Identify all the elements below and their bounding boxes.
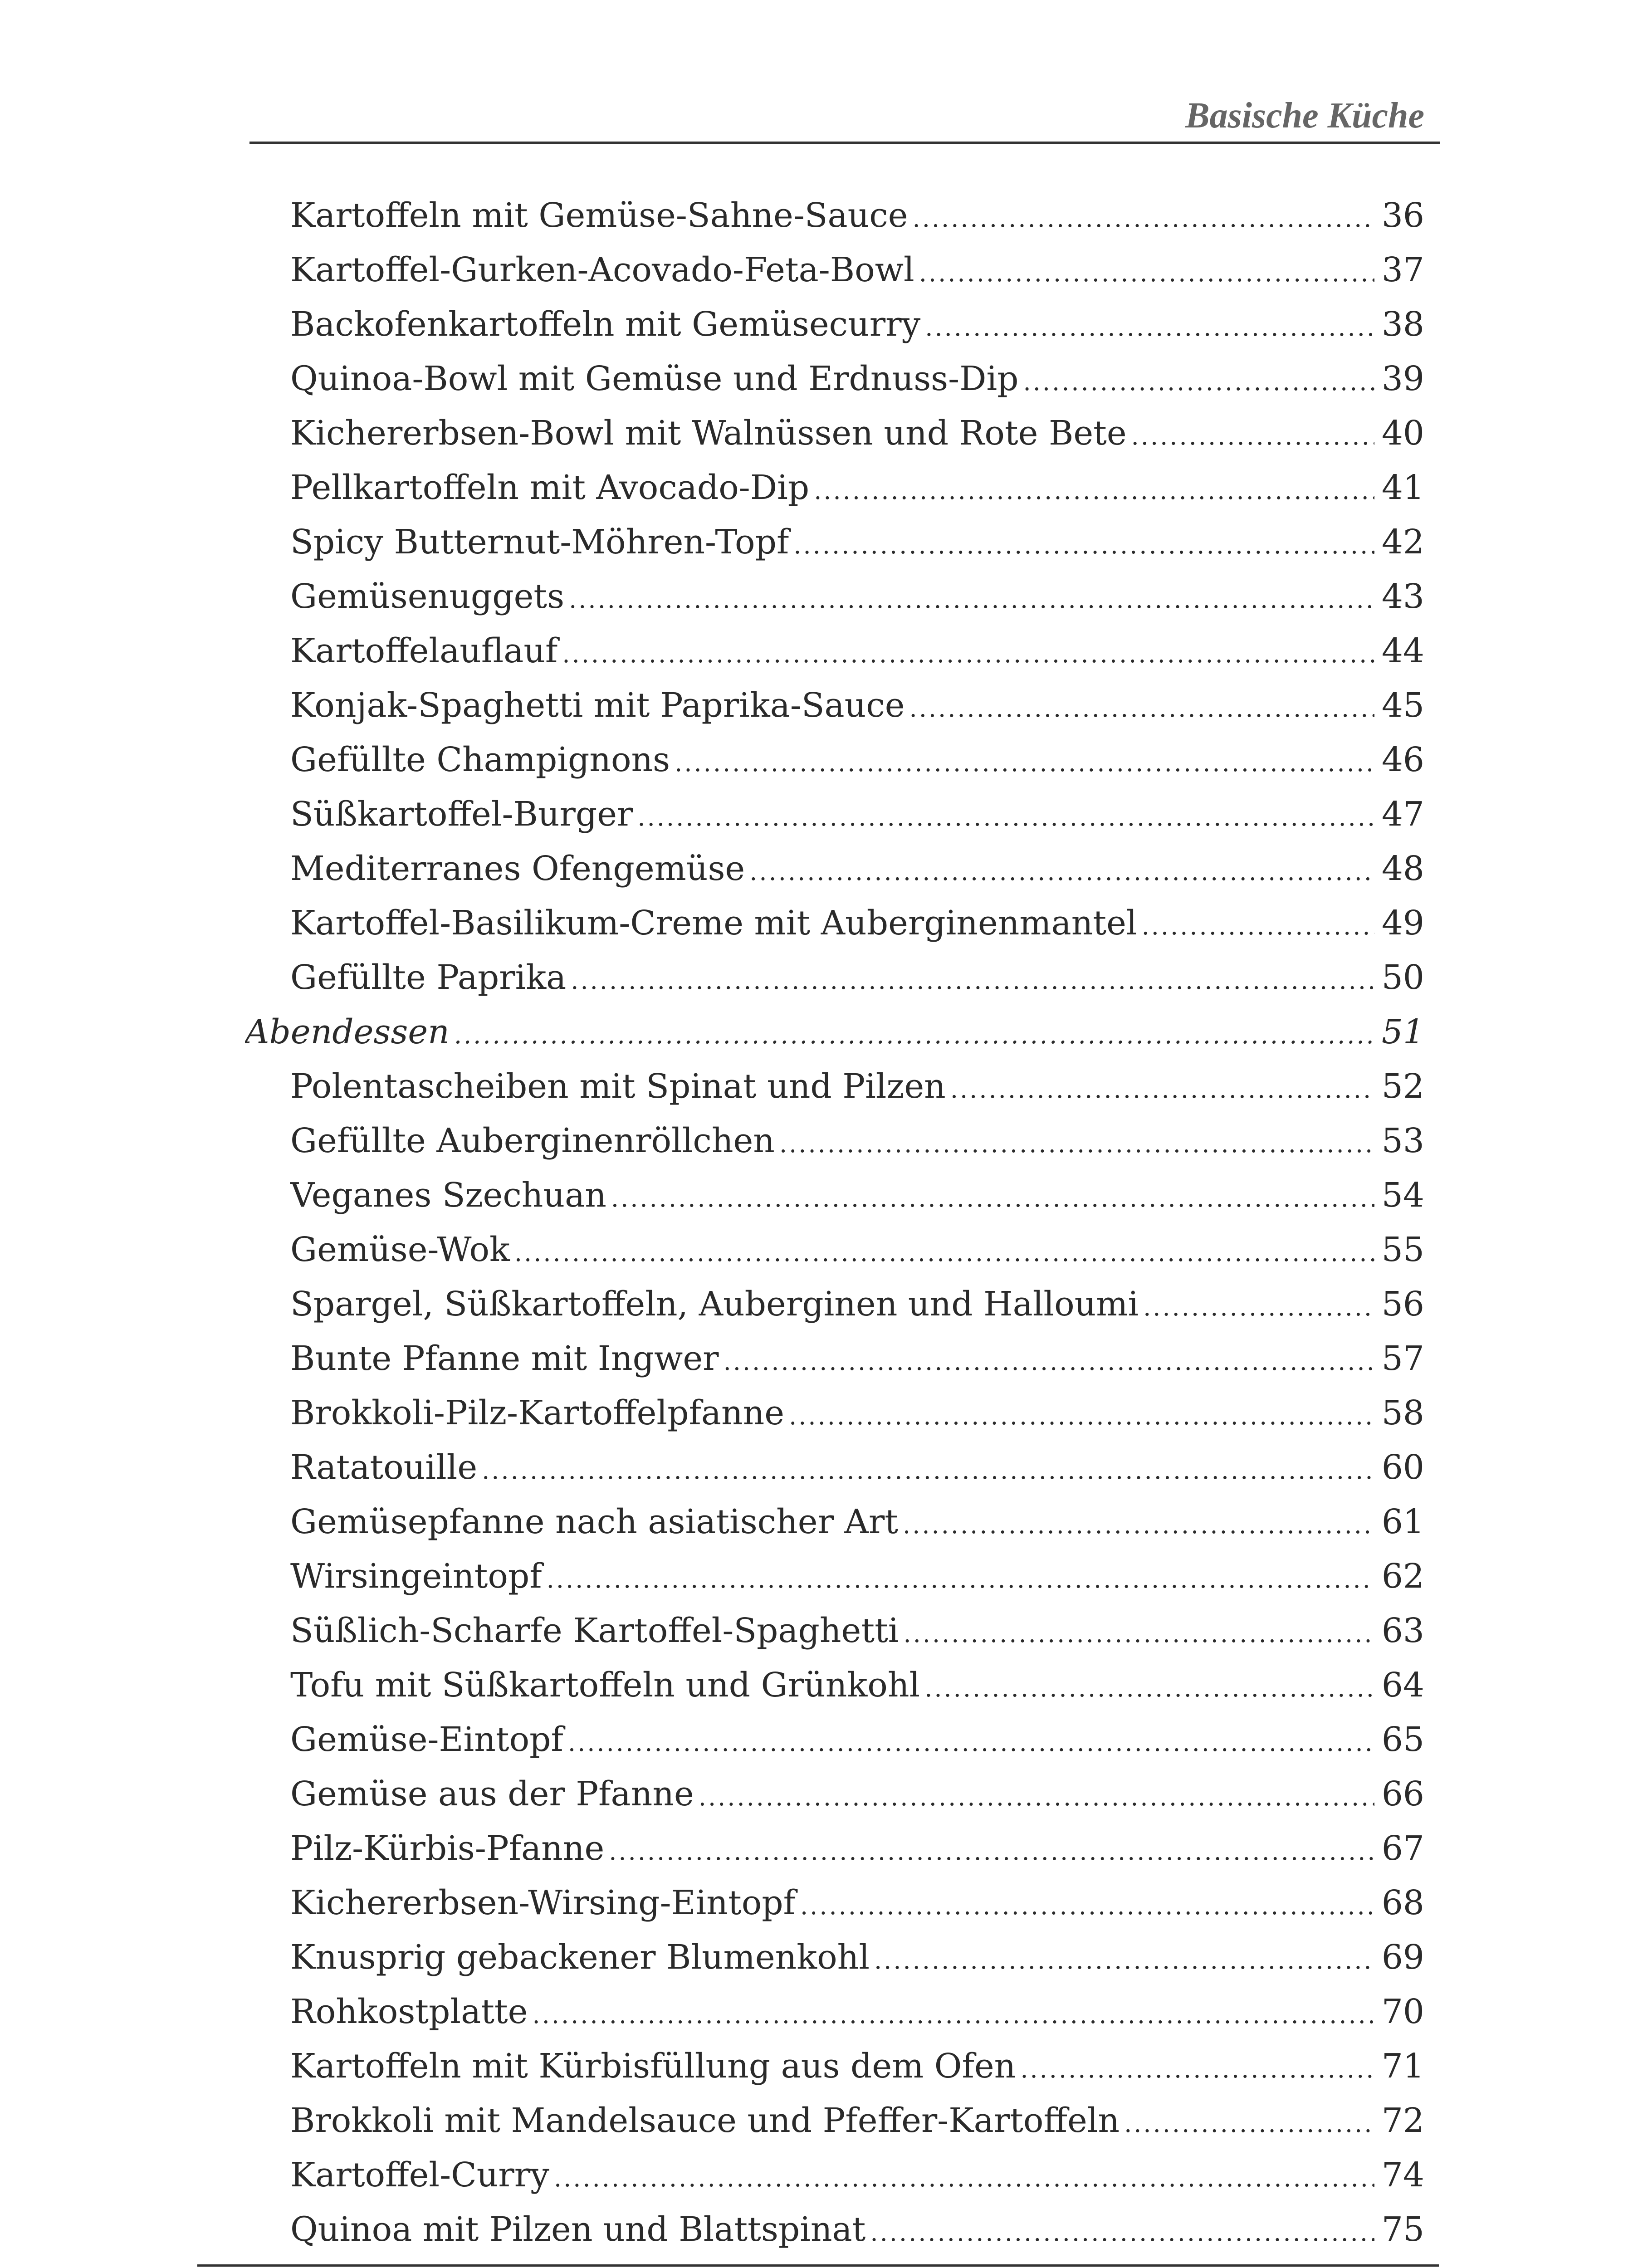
toc-dot-leader: [789, 1389, 1374, 1440]
toc-entry-title: Wirsingeintopf: [290, 1557, 542, 1596]
toc-entry-title: Konjak-Spaghetti mit Paprika-Sauce: [290, 686, 905, 725]
toc-entry-page-number: 74: [1381, 2156, 1424, 2195]
toc-entry: [245, 1114, 1424, 1168]
toc-dot-leader: [562, 627, 1374, 678]
toc-entry: [245, 1876, 1424, 1930]
toc-entry: [245, 352, 1424, 406]
toc-dot-leader: [569, 572, 1374, 624]
toc-dot-leader: [1023, 355, 1374, 406]
toc-dot-leader: [482, 1443, 1374, 1495]
toc-dot-leader: [924, 1661, 1374, 1712]
toc-entry: [245, 1331, 1424, 1386]
toc-dot-leader: [919, 246, 1374, 297]
toc-entry-page-number: 66: [1381, 1774, 1424, 1813]
toc-dot-leader: [903, 1498, 1374, 1549]
toc-entry-title: Bunte Pfanne mit Ingwer: [290, 1339, 719, 1378]
toc-entry-page-number: 58: [1381, 1393, 1424, 1432]
toc-entry-page-number: 62: [1381, 1557, 1424, 1596]
toc-entry-title: Abendessen: [245, 1012, 450, 1051]
toc-dot-leader: [532, 1988, 1374, 2039]
toc-entry-title: Gefüllte Auberginenröllchen: [290, 1121, 775, 1160]
toc-entry-page-number: 40: [1381, 414, 1424, 453]
toc-dot-leader: [874, 1933, 1374, 1984]
toc-entry-title: Gefüllte Champignons: [290, 740, 670, 779]
toc-entry-page-number: 53: [1381, 1121, 1424, 1160]
toc-dot-leader: [793, 518, 1374, 569]
toc-entry-title: Knusprig gebackener Blumenkohl: [290, 1938, 870, 1977]
toc-dot-leader: [547, 1552, 1374, 1603]
toc-entry-page-number: 50: [1381, 958, 1424, 997]
toc-entry: [245, 787, 1424, 841]
toc-entry-page-number: 36: [1381, 196, 1424, 235]
toc-entry-title: Süßkartoffel-Burger: [290, 795, 633, 834]
toc-entry: [245, 841, 1424, 896]
toc-entry-title: Backofenkartoffeln mit Gemüsecurry: [290, 305, 921, 344]
toc-entry-title: Mediterranes Ofengemüse: [290, 849, 745, 888]
toc-entry-title: Quinoa mit Pilzen und Blattspinat: [290, 2210, 866, 2249]
toc-dot-leader: [611, 1171, 1374, 1222]
toc-entry-title: Pilz-Kürbis-Pfanne: [290, 1829, 605, 1868]
toc-entry-page-number: 60: [1381, 1448, 1424, 1487]
toc-entry-page-number: 51: [1381, 1012, 1424, 1051]
toc-dot-leader: [909, 681, 1374, 733]
toc-dot-leader: [514, 1226, 1374, 1277]
toc-entry: [245, 1712, 1424, 1767]
toc-entry: [245, 460, 1424, 515]
toc-entry-page-number: 71: [1381, 2047, 1424, 2086]
toc-entry: [245, 1168, 1424, 1222]
toc-dot-leader: [749, 845, 1374, 896]
toc-entry: [245, 2093, 1424, 2148]
toc-entry-page-number: 57: [1381, 1339, 1424, 1378]
toc-entry-page-number: 54: [1381, 1176, 1424, 1215]
toc-entry-page-number: 75: [1381, 2210, 1424, 2249]
toc-entry-page-number: 49: [1381, 904, 1424, 943]
toc-entry-title: Kartoffeln mit Kürbisfüllung aus dem Ofen: [290, 2047, 1016, 2086]
toc-entry-title: Pellkartoffeln mit Avocado-Dip: [290, 468, 810, 507]
toc-dot-leader: [609, 1824, 1374, 1876]
toc-entry-page-number: 68: [1381, 1883, 1424, 1922]
toc-entry: [245, 1767, 1424, 1821]
toc-entry-title: Gemüsenuggets: [290, 577, 565, 616]
toc-entry-title: Gemüse-Eintopf: [290, 1720, 563, 1759]
toc-entry: [245, 2202, 1424, 2257]
toc-dot-leader: [675, 736, 1374, 787]
toc-dot-leader: [699, 1770, 1374, 1821]
toc-entry-title: Spargel, Süßkartoffeln, Auberginen und Halloumi: [290, 1285, 1139, 1324]
toc-entry: [245, 1984, 1424, 2039]
toc-entry-page-number: 67: [1381, 1829, 1424, 1868]
toc-entry-page-number: 56: [1381, 1285, 1424, 1324]
toc-entry-page-number: 37: [1381, 250, 1424, 289]
toc-entry: [245, 1277, 1424, 1331]
toc-entry-page-number: 44: [1381, 631, 1424, 670]
toc-section-entry: [245, 1005, 1424, 1059]
toc-entry: [245, 1386, 1424, 1440]
toc-entry-page-number: 72: [1381, 2101, 1424, 2140]
toc-entry-page-number: 63: [1381, 1611, 1424, 1650]
toc-entry-title: Kartoffel-Curry: [290, 2156, 549, 2195]
toc-dot-leader: [1142, 899, 1374, 950]
toc-entry-page-number: 65: [1381, 1720, 1424, 1759]
toc-entry-page-number: 38: [1381, 305, 1424, 344]
toc-entry-page-number: 48: [1381, 849, 1424, 888]
toc-entry-page-number: 70: [1381, 1992, 1424, 2031]
toc-entry: [245, 297, 1424, 352]
toc-dot-leader: [454, 1008, 1374, 1059]
toc-entry-page-number: 69: [1381, 1938, 1424, 1977]
toc-entry-title: Gefüllte Paprika: [290, 958, 567, 997]
toc-entry-page-number: 39: [1381, 359, 1424, 398]
toc-entry-page-number: 46: [1381, 740, 1424, 779]
toc-dot-leader: [903, 1607, 1374, 1658]
toc-entry-title: Brokkoli mit Mandelsauce und Pfeffer-Kartoffeln: [290, 2101, 1120, 2140]
toc-dot-leader: [913, 191, 1374, 243]
header-rule: [249, 142, 1440, 144]
toc-dot-leader: [800, 1879, 1374, 1930]
toc-entry: [245, 515, 1424, 569]
toc-dot-leader: [950, 1062, 1374, 1114]
toc-entry-title: Gemüsepfanne nach asiatischer Art: [290, 1502, 899, 1541]
toc-entry-title: Kartoffel-Basilikum-Creme mit Auberginenmantel: [290, 904, 1137, 943]
toc-entry: [245, 188, 1424, 243]
toc-entry-page-number: 64: [1381, 1666, 1424, 1705]
toc-entry: [245, 1222, 1424, 1277]
toc-entry: [245, 569, 1424, 624]
toc-dot-leader: [925, 300, 1374, 352]
toc-entry-title: Süßlich-Scharfe Kartoffel-Spaghetti: [290, 1611, 899, 1650]
toc-entry: [245, 243, 1424, 297]
toc-entry-page-number: 43: [1381, 577, 1424, 616]
toc-entry-title: Kartoffeln mit Gemüse-Sahne-Sauce: [290, 196, 908, 235]
toc-dot-leader: [1131, 409, 1374, 460]
toc-entry: [245, 733, 1424, 787]
toc-entry-title: Kichererbsen-Bowl mit Walnüssen und Rote Bete: [290, 414, 1127, 453]
toc-entry: [245, 1658, 1424, 1712]
toc-entry-title: Veganes Szechuan: [290, 1176, 606, 1215]
toc-dot-leader: [571, 953, 1374, 1005]
toc-entry-title: Brokkoli-Pilz-Kartoffelpfanne: [290, 1393, 785, 1432]
toc-entry: [245, 2039, 1424, 2093]
toc-entry: [245, 1930, 1424, 1984]
toc-entry: [245, 1059, 1424, 1114]
toc-dot-leader: [814, 464, 1374, 515]
toc-entry-title: Spicy Butternut-Möhren-Topf: [290, 523, 789, 562]
toc-entry-title: Kartoffelauflauf: [290, 631, 558, 670]
toc-entry-page-number: 55: [1381, 1230, 1424, 1269]
toc-dot-leader: [779, 1117, 1374, 1168]
running-header-title: Basische Küche: [1185, 96, 1424, 136]
toc-entry-page-number: 61: [1381, 1502, 1424, 1541]
toc-entry-title: Tofu mit Süßkartoffeln und Grünkohl: [290, 1666, 920, 1705]
toc-entry-title: Gemüse-Wok: [290, 1230, 510, 1269]
toc-entry: [245, 2148, 1424, 2202]
toc-entry-page-number: 41: [1381, 468, 1424, 507]
toc-dot-leader: [870, 2205, 1374, 2257]
toc-entry-title: Ratatouille: [290, 1448, 478, 1487]
toc-entry: [245, 1821, 1424, 1876]
toc-entry-title: Quinoa-Bowl mit Gemüse und Erdnuss-Dip: [290, 359, 1019, 398]
toc-entry: [245, 896, 1424, 950]
toc-entry: [245, 406, 1424, 460]
toc-dot-leader: [724, 1334, 1374, 1386]
toc-entry: [245, 950, 1424, 1005]
toc-entry-title: Kichererbsen-Wirsing-Eintopf: [290, 1883, 796, 1922]
toc-entry: [245, 624, 1424, 678]
toc-entry-title: Kartoffel-Gurken-Acovado-Feta-Bowl: [290, 250, 914, 289]
toc-dot-leader: [554, 2151, 1374, 2202]
toc-dot-leader: [637, 790, 1374, 841]
toc-entry: [245, 1549, 1424, 1603]
toc-entry-page-number: 45: [1381, 686, 1424, 725]
toc-dot-leader: [1143, 1280, 1374, 1331]
toc-entry: [245, 1603, 1424, 1658]
toc-entry-page-number: 52: [1381, 1067, 1424, 1106]
toc-entry: [245, 1440, 1424, 1495]
toc-entry: [245, 678, 1424, 733]
toc-entry-page-number: 42: [1381, 523, 1424, 562]
toc-dot-leader: [1020, 2042, 1374, 2093]
toc-entry-title: Rohkostplatte: [290, 1992, 528, 2031]
toc-dot-leader: [568, 1716, 1374, 1767]
toc-entry-title: Gemüse aus der Pfanne: [290, 1774, 694, 1813]
toc-dot-leader: [1124, 2097, 1374, 2148]
table-of-contents: [245, 188, 1424, 2257]
toc-entry: [245, 1495, 1424, 1549]
footer-rule: [197, 2264, 1439, 2267]
toc-entry-title: Polentascheiben mit Spinat und Pilzen: [290, 1067, 946, 1106]
toc-entry-page-number: 47: [1381, 795, 1424, 834]
